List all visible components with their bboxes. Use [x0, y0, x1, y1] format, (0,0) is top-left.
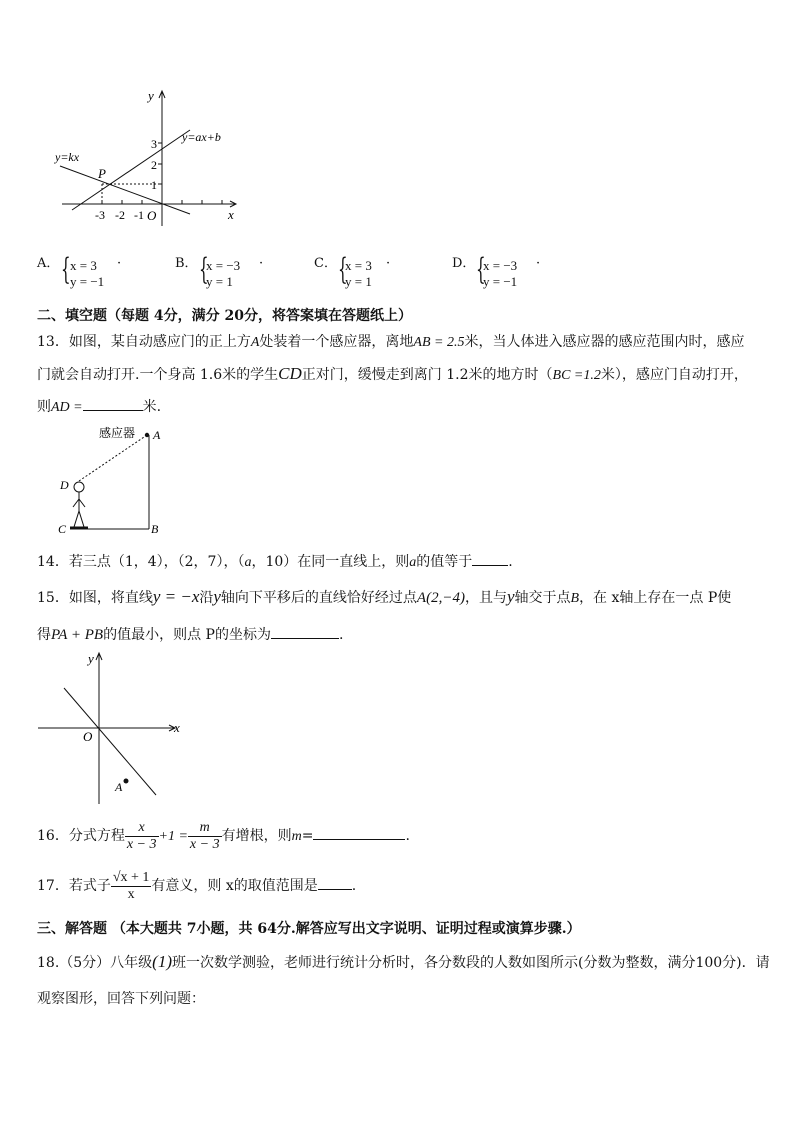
q12-option-d[interactable]: D． { x = −3 y = −1 · [452, 252, 541, 289]
q12-ytick-3: 3 [151, 137, 157, 151]
q12-ytick-1: 1 [151, 178, 157, 192]
q12-line2-label: y=kx [55, 150, 80, 164]
q18-line1: 18.（5分）八年级(1)班一次数学测验，老师进行统计分析时，各分数段的人数如图所示(分数为整数，满分100分)．请 [37, 952, 770, 971]
q15-line2: 得PA + PB的值最小，则点 P的坐标为 . [37, 624, 343, 644]
q13-figure [55, 425, 175, 537]
q17-line: 17．若式子 $\frac{√x + 1}{x}$ 有意义，则 x的取值范围是 . [37, 869, 357, 902]
q13-point-b: B [151, 522, 159, 536]
q16-fraction-2: $\frac{m}{x - 3}$ [189, 819, 220, 852]
q16-line: 16．分式方程 $\frac{x}{x - 3}$ +1 = $\frac{m}{x - 3}$ 有增根，则m= . [37, 819, 410, 852]
q16-answer-blank[interactable] [313, 825, 405, 840]
q17-fraction: $\frac{√x + 1}{x}$ [112, 869, 150, 902]
q12-xtick-neg2: -2 [115, 208, 125, 222]
q12-option-a[interactable]: A． { x = 3 y = −1 · [37, 252, 122, 289]
q13-point-d: D [60, 478, 69, 492]
q13-point-a: A [153, 428, 161, 442]
q12-x-label: x [228, 207, 234, 222]
q15-figure [36, 650, 186, 810]
q17-answer-blank[interactable] [318, 875, 352, 890]
q15-answer-blank[interactable] [271, 624, 339, 639]
q15-line1: 15．如图，将直线y = −x沿y轴向下平移后的直线恰好经过点A(2,−4)，且与y轴交于点B，在 x轴上存在一点 P使 [37, 587, 732, 606]
q15-line [64, 688, 156, 795]
q12-y-label: y [148, 88, 154, 103]
q13-point-c: C [58, 522, 67, 536]
q12-line-ax-b [72, 130, 190, 210]
q15-origin-label: O [83, 729, 93, 744]
q12-origin-label: O [147, 208, 157, 223]
q13-line3: 则AD = 米. [37, 396, 161, 417]
q14-answer-blank[interactable] [472, 551, 508, 566]
section3-title: 三、解答题 （本大题共 7小题，共 64分.解答应写出文字说明、证明过程或演算步骤.） [37, 921, 581, 937]
q18-line2: 观察图形，回答下列问题： [37, 991, 205, 1007]
q13-line2: 门就会自动打开.一个身高 1.6米的学生CD正对门，缓慢走到离门 1.2米的地方时（BC =1.2米），感应门自动打开， [37, 364, 748, 383]
q12-option-b[interactable]: B． { x = −3 y = 1 · [175, 252, 264, 289]
q12-xtick-neg1: -1 [134, 208, 144, 222]
q13-answer-blank[interactable] [83, 396, 143, 411]
q13-line1: 13．如图，某自动感应门的正上方A处装着一个感应器，离地AB = 2.5米，当人体进入感应器的感应范围内时，感应 [37, 334, 745, 350]
q15-x-label: x [174, 720, 180, 735]
q12-graph [50, 86, 250, 231]
q16-fraction-1: $\frac{x}{x - 3}$ [126, 819, 157, 852]
q12-xtick-neg3: -3 [95, 208, 105, 222]
section2-title: 二、填空题（每题 4分，满分 20分，将答案填在答题纸上） [37, 308, 412, 324]
q12-line-kx [60, 166, 190, 214]
q13-sensor-label: 感应器 [99, 426, 136, 440]
q12-line1-label: y=ax+b [182, 130, 221, 144]
q12-ytick-2: 2 [151, 158, 157, 172]
q12-option-c[interactable]: C． { x = 3 y = 1 · [314, 252, 391, 289]
q12-point-label: P [98, 166, 106, 181]
q15-point-a: A [115, 780, 123, 794]
q14-line: 14．若三点（1，4），（2，7），（a，10）在同一直线上，则a的值等于 . [37, 551, 513, 572]
q15-y-label: y [88, 651, 94, 666]
